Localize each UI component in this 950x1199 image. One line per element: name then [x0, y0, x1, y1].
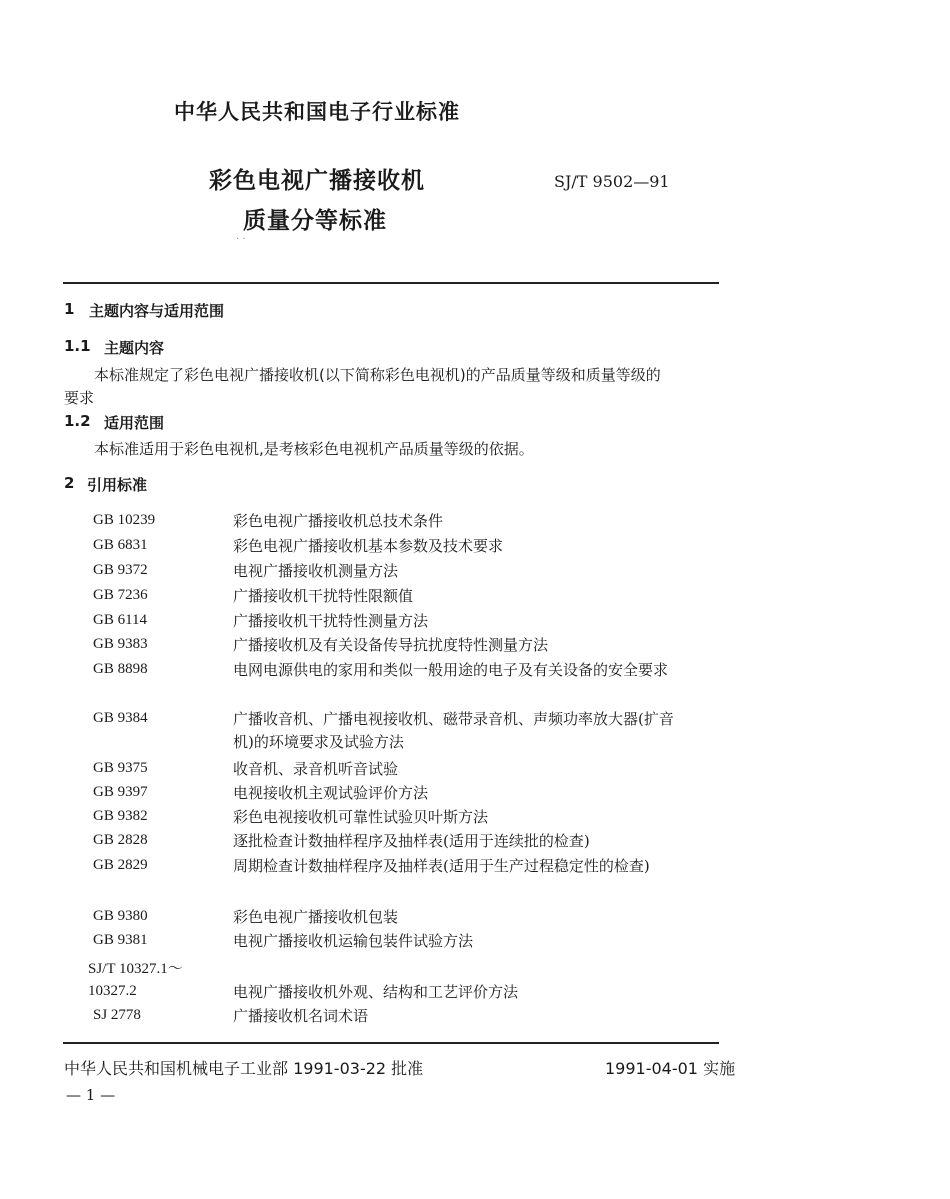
ref-code: GB 9397 [93, 784, 148, 800]
section-2-number: 2 [64, 474, 75, 492]
ref-code: SJ 2778 [93, 1007, 141, 1023]
bottom-rule [63, 1042, 719, 1044]
ref-title: 电网电源供电的家用和类似一般用途的电子及有关设备的安全要求 [233, 661, 669, 679]
ref-title: 彩色电视广播接收机总技术条件 [233, 512, 444, 530]
ref-title: 彩色电视广播接收机包装 [233, 908, 399, 926]
section-1-1-number: 1.1 [64, 337, 91, 355]
ref-code: GB 9380 [93, 908, 148, 924]
ref-code: GB 8898 [93, 661, 148, 677]
ref-title: 广播接收机及有关设备传导抗扰度特性测量方法 [233, 636, 549, 654]
issuing-org-header: 中华人民共和国电子行业标准 [174, 100, 460, 124]
ref-title: 彩色电视广播接收机基本参数及技术要求 [233, 537, 504, 555]
document-title-line2: 质量分等标准 [243, 208, 387, 234]
section-1-1-title: 主题内容 [104, 339, 165, 357]
ref-title: 彩色电视接收机可靠性试验贝叶斯方法 [233, 808, 489, 826]
ref-title: 收音机、录音机听音试验 [233, 760, 399, 778]
section-1-1-text-line1: 本标准规定了彩色电视广播接收机(以下简称彩色电视机)的产品质量等级和质量等级的 [94, 366, 661, 384]
section-1-title: 主题内容与适用范围 [89, 302, 225, 320]
ref-code: GB 6114 [93, 612, 148, 628]
page-number: — 1 — [66, 1086, 116, 1104]
ref-code: GB 9372 [93, 562, 148, 578]
document-title-line1: 彩色电视广播接收机 [209, 168, 425, 194]
ref-code: GB 7236 [93, 587, 148, 603]
ref-title: 广播接收机名词术语 [233, 1007, 369, 1025]
ref-code: GB 9383 [93, 636, 148, 652]
section-1-2-text: 本标准适用于彩色电视机,是考核彩色电视机产品质量等级的依据。 [94, 440, 534, 458]
ref-code: GB 9381 [93, 932, 148, 948]
ref-title: 广播接收机干扰特性限额值 [233, 587, 414, 605]
section-2-title: 引用标准 [87, 476, 148, 494]
ref-title: 广播收音机、广播电视接收机、磁带录音机、声频功率放大器(扩音机)的环境要求及试验方法 [233, 710, 674, 751]
ref-title: 广播接收机干扰特性测量方法 [233, 612, 429, 630]
section-1-2-title: 适用范围 [104, 414, 165, 432]
implementation-date: 1991-04-01 实施 [605, 1059, 736, 1078]
ref-title: 周期检查计数抽样程序及抽样表(适用于生产过程稳定性的检查) [233, 857, 650, 875]
section-1-number: 1 [64, 300, 75, 318]
scan-marks: · · [236, 234, 246, 245]
ref-title: 电视广播接收机测量方法 [233, 562, 399, 580]
ref-code: GB 9382 [93, 808, 148, 824]
ref-title: 电视广播接收机外观、结构和工艺评价方法 [233, 983, 519, 1001]
ref-code: GB 2828 [93, 832, 148, 848]
ref-code: GB 2829 [93, 857, 148, 873]
section-1-2-number: 1.2 [64, 412, 91, 430]
ref-code: GB 9384 [93, 710, 148, 726]
top-rule [63, 282, 719, 284]
ref-code: GB 6831 [93, 537, 148, 553]
ref-title: 电视接收机主观试验评价方法 [233, 784, 429, 802]
ref-title: 逐批检查计数抽样程序及抽样表(适用于连续批的检查) [233, 832, 590, 850]
ref-title: 电视广播接收机运输包装件试验方法 [233, 932, 474, 950]
ref-code: SJ/T 10327.1～ [88, 961, 183, 977]
ref-code: GB 10239 [93, 512, 156, 528]
section-1-1-text-line2: 要求 [64, 389, 95, 407]
ref-code: GB 9375 [93, 760, 148, 776]
approval-line: 中华人民共和国机械电子工业部 1991-03-22 批准 [64, 1059, 424, 1078]
standard-code: SJ/T 9502—91 [554, 172, 670, 191]
ref-code: 10327.2 [88, 983, 137, 999]
